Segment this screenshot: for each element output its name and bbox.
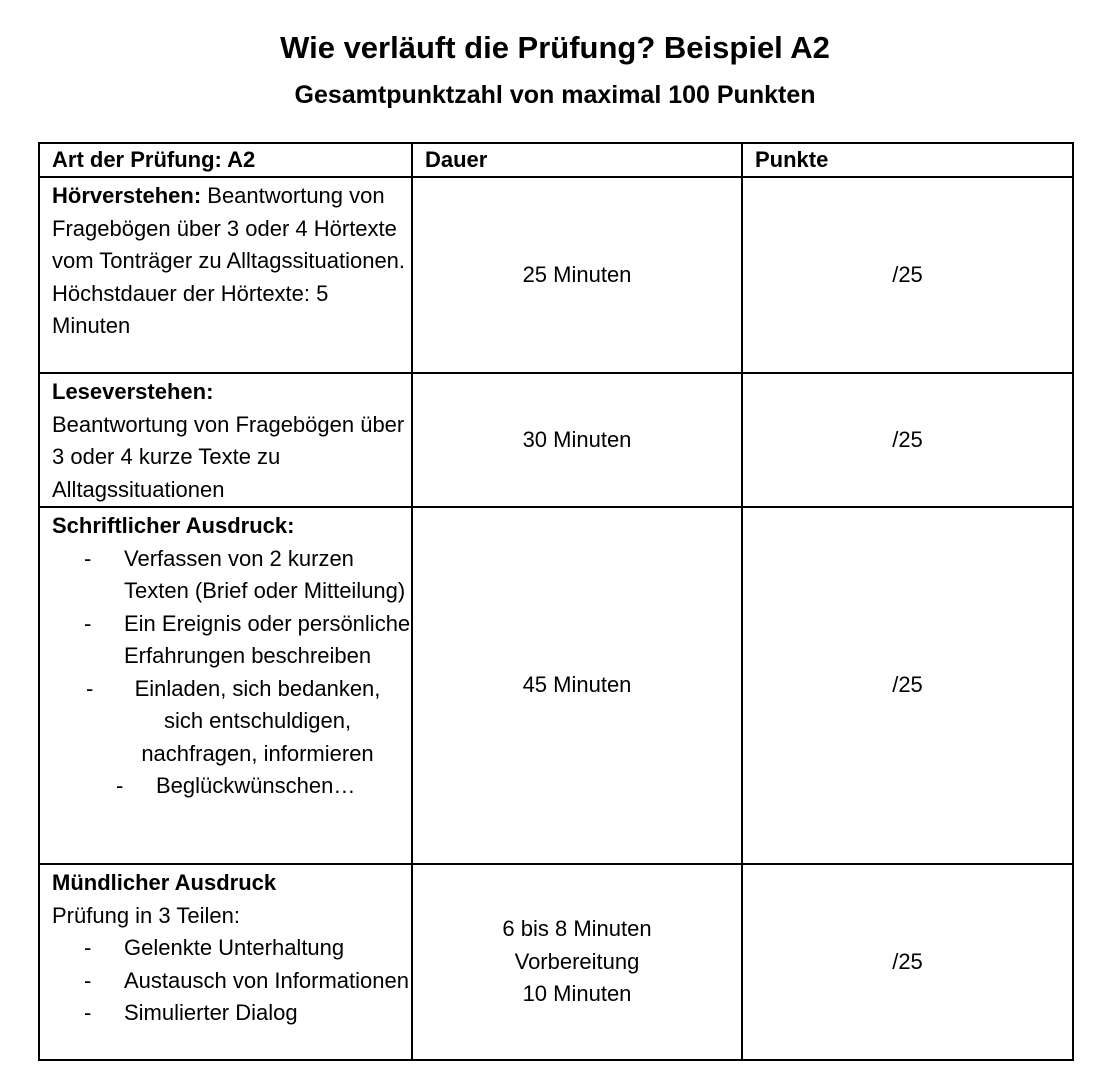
list-item: - Austausch von Informationen — [52, 965, 411, 998]
list-item: - Einladen, sich bedanken, sich entschuldigen, nachfragen, informieren — [52, 673, 411, 771]
exam-table — [38, 142, 1074, 1061]
section-text: Höchstdauer der Hörtexte: 5 Minuten — [52, 280, 329, 338]
points-cell: /25 — [742, 177, 1073, 373]
table-row — [39, 864, 1073, 1060]
points-cell: /25 — [742, 507, 1073, 864]
duration-line: Vorbereitung — [514, 948, 640, 974]
list-item: - Beglückwünschen… — [52, 770, 411, 803]
table-row — [39, 507, 1073, 864]
section-heading: Leseverstehen: — [52, 379, 214, 404]
section-list — [52, 543, 411, 803]
table-header-row — [39, 143, 1073, 177]
list-item: - Simulierter Dialog — [52, 997, 411, 1030]
section-heading: Hörverstehen: — [52, 183, 202, 208]
list-item: - Gelenkte Unterhaltung — [52, 932, 411, 965]
document-subtitle: Gesamtpunktzahl von maximal 100 Punkten — [294, 81, 816, 109]
table-row — [39, 373, 1073, 507]
duration-cell: 25 Minuten — [412, 177, 742, 373]
exam-section-cell — [39, 507, 412, 864]
points-cell: /25 — [742, 373, 1073, 507]
table-row — [39, 177, 1073, 373]
exam-section-cell — [39, 864, 412, 1060]
document-title: Wie verläuft die Prüfung? Beispiel A2 — [280, 30, 830, 65]
header-points: Punkte — [742, 143, 1073, 177]
exam-section-cell — [39, 373, 412, 507]
list-item: - Ein Ereignis oder persönliche Erfahrungen beschreiben — [52, 608, 411, 673]
header-exam-type: Art der Prüfung: A2 — [39, 143, 412, 177]
section-text: Beantwortung von Fragebögen über 3 oder 4 Hörtexte vom Tonträger zu Alltagssituationen. — [52, 183, 406, 273]
duration-line: 10 Minuten — [522, 981, 632, 1007]
duration-cell — [412, 864, 742, 1060]
section-text: Prüfung in 3 Teilen: — [52, 902, 240, 928]
section-text: Beantwortung von Fragebögen über 3 oder 4 kurze Texte zu Alltagssituationen — [52, 411, 405, 502]
header-duration: Dauer — [412, 143, 742, 177]
section-list — [52, 932, 411, 1030]
section-heading: Schriftlicher Ausdruck: — [52, 513, 295, 538]
section-heading: Mündlicher Ausdruck — [52, 870, 277, 895]
duration-cell: 30 Minuten — [412, 373, 742, 507]
exam-section-cell — [39, 177, 412, 373]
duration-cell: 45 Minuten — [412, 507, 742, 864]
points-cell: /25 — [742, 864, 1073, 1060]
duration-line: 6 bis 8 Minuten — [502, 916, 652, 942]
list-item: - Verfassen von 2 kurzen Texten (Brief oder Mitteilung) — [52, 543, 411, 608]
